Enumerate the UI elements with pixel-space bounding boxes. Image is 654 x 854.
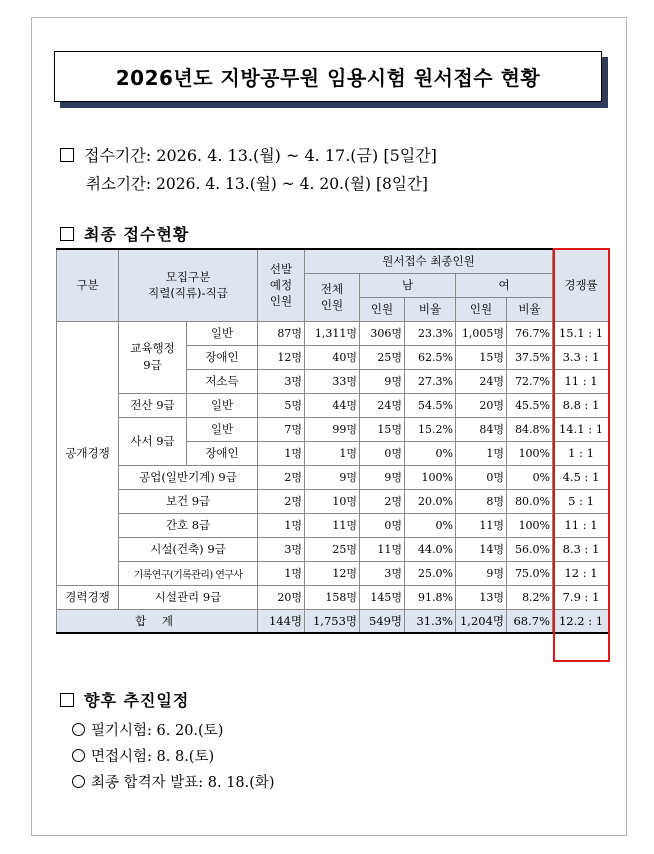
female-count-cell: 8명 xyxy=(456,489,507,513)
male-count-cell: 9명 xyxy=(360,465,405,489)
planned-cell: 1명 xyxy=(258,513,305,537)
male-ratio-cell: 15.2% xyxy=(405,417,456,441)
male-ratio-cell: 27.3% xyxy=(405,369,456,393)
female-count-cell: 13명 xyxy=(456,585,507,609)
header-recruit-line1: 모집구분 xyxy=(165,270,211,285)
series-cell: 기록연구(기록관리) 연구사 xyxy=(119,561,258,585)
male-count-cell: 25명 xyxy=(360,345,405,369)
male-count-cell: 2명 xyxy=(360,489,405,513)
male-count-cell: 145명 xyxy=(360,585,405,609)
total-planned: 144명 xyxy=(258,609,305,633)
male-ratio-cell: 0% xyxy=(405,513,456,537)
male-count-cell: 24명 xyxy=(360,393,405,417)
planned-cell: 1명 xyxy=(258,561,305,585)
female-count-cell: 14명 xyxy=(456,537,507,561)
rate-cell: 11 : 1 xyxy=(553,369,610,393)
planned-cell: 20명 xyxy=(258,585,305,609)
total-total: 1,753명 xyxy=(305,609,360,633)
female-ratio-cell: 80.0% xyxy=(507,489,553,513)
rate-cell: 8.8 : 1 xyxy=(553,393,610,417)
header-total-line2: 인원 xyxy=(320,298,344,312)
series-cell: 사서 9급 xyxy=(119,417,187,465)
schedule-text: 최종 합격자 발표: 8. 18.(화) xyxy=(91,775,275,791)
page-title: 2026년도 지방공무원 임용시험 원서접수 현황 xyxy=(54,51,602,102)
header-female: 여 xyxy=(456,273,553,297)
sub-cell: 일반 xyxy=(187,417,258,441)
total-cell: 99명 xyxy=(305,417,360,441)
table-row xyxy=(57,417,610,441)
female-ratio-cell: 56.0% xyxy=(507,537,553,561)
female-count-cell: 1,005명 xyxy=(456,321,507,345)
male-count-cell: 0명 xyxy=(360,513,405,537)
rate-cell: 11 : 1 xyxy=(553,513,610,537)
receipt-period: 접수기간: 2026. 4. 13.(월) ~ 4. 17.(금) [5일간] xyxy=(84,146,437,165)
series-cell: 시설관리 9급 xyxy=(119,585,258,609)
circle-bullet-icon xyxy=(72,723,85,736)
header-planned xyxy=(258,249,305,321)
sub-cell: 일반 xyxy=(187,393,258,417)
total-cell: 40명 xyxy=(305,345,360,369)
planned-cell: 2명 xyxy=(258,489,305,513)
female-count-cell: 15명 xyxy=(456,345,507,369)
header-total xyxy=(305,273,360,321)
male-ratio-cell: 25.0% xyxy=(405,561,456,585)
total-cell: 25명 xyxy=(305,537,360,561)
female-ratio-cell: 100% xyxy=(507,441,553,465)
cancel-period: 취소기간: 2026. 4. 13.(월) ~ 4. 20.(월) [8일간] xyxy=(86,175,428,193)
rate-cell: 3.3 : 1 xyxy=(553,345,610,369)
female-count-cell: 84명 xyxy=(456,417,507,441)
total-cell: 12명 xyxy=(305,561,360,585)
female-count-cell: 24명 xyxy=(456,369,507,393)
total-label: 합 계 xyxy=(57,609,258,633)
circle-bullet-icon xyxy=(72,775,85,788)
male-count-cell: 9명 xyxy=(360,369,405,393)
female-ratio-cell: 75.0% xyxy=(507,561,553,585)
sub-cell: 일반 xyxy=(187,321,258,345)
total-rate: 12.2 : 1 xyxy=(553,609,610,633)
sub-cell: 장애인 xyxy=(187,345,258,369)
rate-cell: 14.1 : 1 xyxy=(553,417,610,441)
table-row xyxy=(57,585,610,609)
female-ratio-cell: 84.8% xyxy=(507,417,553,441)
header-female-ratio: 비율 xyxy=(507,297,553,321)
table-row xyxy=(57,393,610,417)
schedule-item xyxy=(72,771,275,792)
male-ratio-cell: 23.3% xyxy=(405,321,456,345)
header-recruit-line2: 직렬(직류)-직급 xyxy=(148,286,228,301)
schedule-item xyxy=(72,745,214,766)
schedule-text: 필기시험: 6. 20.(토) xyxy=(91,723,224,739)
header-female-count: 인원 xyxy=(456,297,507,321)
planned-cell: 12명 xyxy=(258,345,305,369)
rate-cell: 12 : 1 xyxy=(553,561,610,585)
rate-cell: 4.5 : 1 xyxy=(553,465,610,489)
male-ratio-cell: 44.0% xyxy=(405,537,456,561)
planned-cell: 7명 xyxy=(258,417,305,441)
table-row xyxy=(57,513,610,537)
female-count-cell: 1명 xyxy=(456,441,507,465)
series-label: 교육행정 9급 xyxy=(130,341,175,372)
header-male-ratio: 비율 xyxy=(405,297,456,321)
total-cell: 44명 xyxy=(305,393,360,417)
application-status-table xyxy=(56,248,610,634)
male-count-cell: 0명 xyxy=(360,441,405,465)
group-career: 경력경쟁 xyxy=(57,585,119,609)
header-competition: 경쟁률 xyxy=(553,249,610,321)
schedule-heading xyxy=(60,688,189,711)
schedule-item xyxy=(72,719,223,740)
female-count-cell: 9명 xyxy=(456,561,507,585)
female-ratio-cell: 72.7% xyxy=(507,369,553,393)
total-cell: 1,311명 xyxy=(305,321,360,345)
series-cell: 보건 9급 xyxy=(119,489,258,513)
planned-cell: 87명 xyxy=(258,321,305,345)
total-male-count: 549명 xyxy=(360,609,405,633)
series-cell: 공업(일반기계) 9급 xyxy=(119,465,258,489)
total-female-ratio: 68.7% xyxy=(507,609,553,633)
rate-cell: 15.1 : 1 xyxy=(553,321,610,345)
male-count-cell: 11명 xyxy=(360,537,405,561)
table-row xyxy=(57,321,610,345)
female-ratio-cell: 37.5% xyxy=(507,345,553,369)
total-cell: 9명 xyxy=(305,465,360,489)
total-cell: 1명 xyxy=(305,441,360,465)
group-open: 공개경쟁 xyxy=(57,321,119,585)
planned-cell: 2명 xyxy=(258,465,305,489)
female-ratio-cell: 8.2% xyxy=(507,585,553,609)
header-recruit xyxy=(119,249,258,321)
planned-cell: 1명 xyxy=(258,441,305,465)
rate-cell: 5 : 1 xyxy=(553,489,610,513)
total-cell: 10명 xyxy=(305,489,360,513)
total-cell: 158명 xyxy=(305,585,360,609)
rate-cell: 7.9 : 1 xyxy=(553,585,610,609)
series-cell xyxy=(119,321,187,393)
total-female-count: 1,204명 xyxy=(456,609,507,633)
male-count-cell: 15명 xyxy=(360,417,405,441)
table-row xyxy=(57,537,610,561)
header-category: 구분 xyxy=(57,249,119,321)
female-count-cell: 0명 xyxy=(456,465,507,489)
status-heading-text: 최종 접수현황 xyxy=(84,225,190,244)
checkbox-square-icon xyxy=(60,693,74,707)
total-male-ratio: 31.3% xyxy=(405,609,456,633)
header-final-group: 원서접수 최종인원 xyxy=(305,249,553,273)
total-cell: 11명 xyxy=(305,513,360,537)
total-row xyxy=(57,609,610,633)
schedule-heading-text: 향후 추진일정 xyxy=(84,691,190,710)
female-ratio-cell: 76.7% xyxy=(507,321,553,345)
series-cell: 간호 8급 xyxy=(119,513,258,537)
female-count-cell: 20명 xyxy=(456,393,507,417)
sub-cell: 저소득 xyxy=(187,369,258,393)
rate-cell: 1 : 1 xyxy=(553,441,610,465)
male-ratio-cell: 100% xyxy=(405,465,456,489)
female-ratio-cell: 0% xyxy=(507,465,553,489)
female-ratio-cell: 45.5% xyxy=(507,393,553,417)
male-ratio-cell: 54.5% xyxy=(405,393,456,417)
male-ratio-cell: 91.8% xyxy=(405,585,456,609)
male-ratio-cell: 20.0% xyxy=(405,489,456,513)
female-count-cell: 11명 xyxy=(456,513,507,537)
checkbox-square-icon xyxy=(60,227,74,241)
sub-cell: 장애인 xyxy=(187,441,258,465)
schedule-text: 면접시험: 8. 8.(토) xyxy=(91,749,215,765)
header-male: 남 xyxy=(360,273,456,297)
header-planned-line3: 인원 xyxy=(269,294,293,309)
rate-cell: 8.3 : 1 xyxy=(553,537,610,561)
checkbox-square-icon xyxy=(60,148,74,162)
header-planned-line2: 예정 xyxy=(269,278,293,293)
table-row xyxy=(57,561,610,585)
header-total-line1: 전체 xyxy=(320,282,344,296)
series-cell: 시설(건축) 9급 xyxy=(119,537,258,561)
total-cell: 33명 xyxy=(305,369,360,393)
circle-bullet-icon xyxy=(72,749,85,762)
header-planned-line1: 선발 xyxy=(269,262,293,277)
planned-cell: 3명 xyxy=(258,369,305,393)
planned-cell: 3명 xyxy=(258,537,305,561)
male-ratio-cell: 0% xyxy=(405,441,456,465)
female-ratio-cell: 100% xyxy=(507,513,553,537)
receipt-period-line xyxy=(60,143,437,166)
planned-cell: 5명 xyxy=(258,393,305,417)
male-ratio-cell: 62.5% xyxy=(405,345,456,369)
male-count-cell: 306명 xyxy=(360,321,405,345)
table-row xyxy=(57,465,610,489)
male-count-cell: 3명 xyxy=(360,561,405,585)
header-male-count: 인원 xyxy=(360,297,405,321)
table-row xyxy=(57,489,610,513)
status-heading xyxy=(60,222,189,245)
series-cell: 전산 9급 xyxy=(119,393,187,417)
